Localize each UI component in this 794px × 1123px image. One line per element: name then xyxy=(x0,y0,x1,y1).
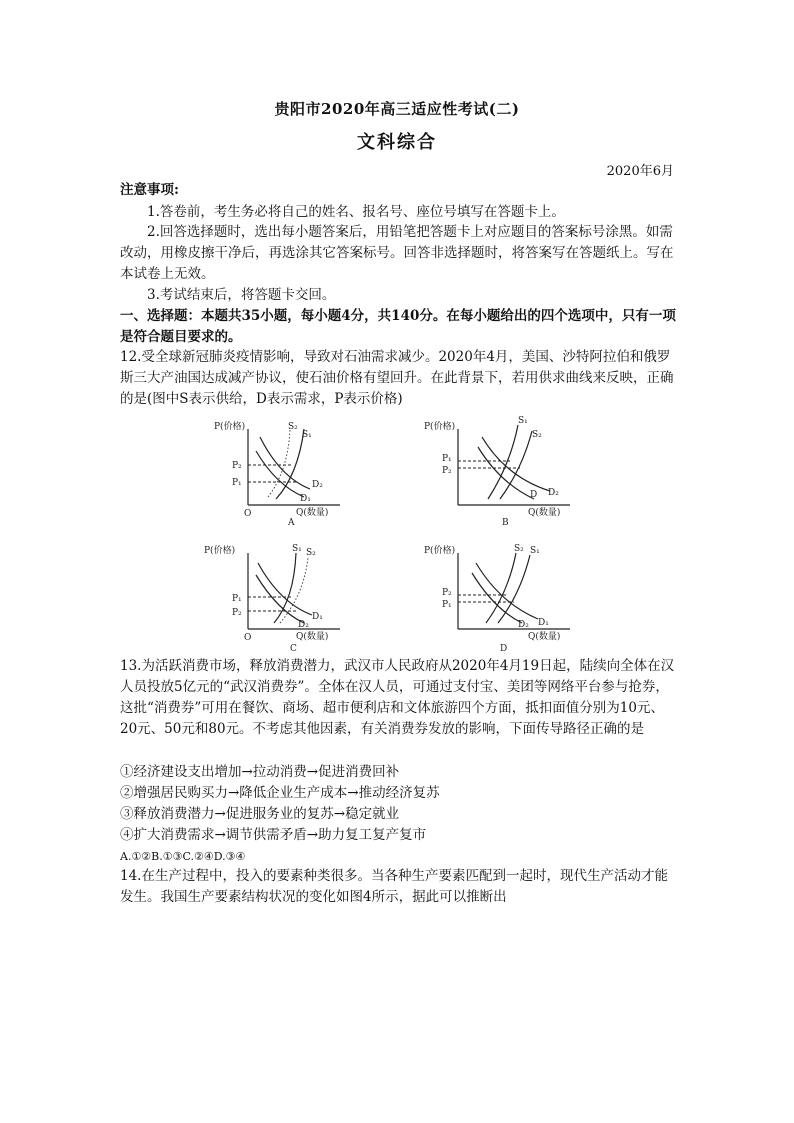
chart-d-d2: D₂ xyxy=(518,620,529,630)
chart-a-d1-curve xyxy=(256,451,304,497)
notice-item-1: 1.答卷前，考生务必将自己的姓名、报名号、座位号填写在答题卡上。 xyxy=(147,204,565,220)
chart-d-s2-curve xyxy=(486,553,516,623)
chart-a-letter: A xyxy=(288,518,295,528)
chart-a-p-label: P(价格) xyxy=(214,422,246,432)
chart-a-d2-curve xyxy=(260,437,310,489)
chart-c-s2: S₂ xyxy=(306,548,316,558)
chart-c-p-label: P(价格) xyxy=(204,546,236,556)
chart-c-d2-curve xyxy=(256,575,304,623)
chart-b xyxy=(410,415,600,527)
chart-b-d: D xyxy=(530,490,538,500)
chart-d-p-label: P(价格) xyxy=(424,546,456,556)
chart-c-s1-curve xyxy=(274,553,296,623)
chart-d-p1: P₁ xyxy=(442,600,452,610)
notice-item-3: 3.考试结束后，将答题卡交回。 xyxy=(147,287,336,303)
chart-a-origin: O xyxy=(244,509,252,519)
chart-b-p-label: P(价格) xyxy=(424,422,456,432)
question-13-stem: 13.为活跃消费市场，释放消费潜力，武汉市人民政府从2020年4月19日起，陆续向全体在汉人员投放5亿元的“武汉消费券”。全体在汉人员，可通过支付宝、美团等网络平台参与抢券，这批“消费券”可用在餐饮、商场、超市便利店和文体旅游四个方面，抵扣面值分别为10元、20元、50元和80元。不考虑其他因素，有关消费券发放的影响，下面传导路径正确的是 xyxy=(120,658,675,737)
chart-b-s1: S₁ xyxy=(518,416,528,426)
chart-d-p2: P₂ xyxy=(442,588,452,598)
chart-c-d1: D₁ xyxy=(312,612,323,622)
chart-d-letter: D xyxy=(500,644,508,654)
chart-b-d2-curve xyxy=(482,437,550,491)
chart-d-s1: S₁ xyxy=(530,546,540,556)
chart-b-s1-curve xyxy=(488,425,518,499)
chart-a xyxy=(200,415,390,527)
chart-c-s1: S₁ xyxy=(292,544,302,554)
question-13-option-1: ①经济建设支出增加→拉动消费→促进消费回补 xyxy=(120,764,400,780)
chart-b-letter: B xyxy=(502,518,509,528)
chart-c xyxy=(200,539,390,654)
supply-demand-figures xyxy=(200,415,600,654)
chart-c-origin: O xyxy=(244,633,252,643)
notice-item-2: 2.回答选择题时，选出每小题答案后，用铅笔把答题卡上对应题目的答案标号涂黑。如需改动，用橡皮擦干净后，再选涂其它答案标号。回答非选择题时，将答案写在答题纸上。写在本试卷上无效。 xyxy=(120,224,674,282)
chart-a-p2: P₂ xyxy=(232,461,242,471)
exam-subject: 文科综合 xyxy=(357,132,437,153)
chart-a-q-label: Q(数量) xyxy=(296,508,329,518)
chart-c-letter: C xyxy=(290,644,297,654)
chart-d-q-label: Q(数量) xyxy=(528,632,561,642)
chart-c-p1: P₁ xyxy=(232,594,242,604)
chart-c-p2: P₂ xyxy=(232,608,242,618)
chart-a-s1-curve xyxy=(276,429,304,499)
exam-date: 2020年6月 xyxy=(606,164,674,179)
chart-a-s1: S₁ xyxy=(302,430,312,440)
question-13-option-2: ②增强居民购买力→降低企业生产成本→推动经济复苏 xyxy=(120,785,440,801)
question-13-option-3: ③释放消费潜力→促进服务业的复苏→稳定就业 xyxy=(120,806,400,822)
chart-b-p2: P₂ xyxy=(442,466,452,476)
chart-b-s2: S₂ xyxy=(532,430,542,440)
section-one-instructions: 一、选择题：本题共35小题，每小题4分，共140分。在每小题给出的四个选项中，只有一项是符合题目要求的。 xyxy=(120,308,676,345)
exam-title: 贵阳市2020年高三适应性考试(二) xyxy=(274,100,520,118)
chart-c-s2-curve xyxy=(280,557,308,623)
chart-a-d2: D₂ xyxy=(312,480,323,490)
question-13-option-4: ④扩大消费需求→调节供需矛盾→助力复工复产复市 xyxy=(120,827,427,843)
chart-d-s2: S₂ xyxy=(514,544,524,554)
question-12-stem: 12.受全球新冠肺炎疫情影响，导致对石油需求减少。2020年4月，美国、沙特阿拉伯和俄罗斯三大产油国达成减产协议，使石油价格有望回升。在此背景下，若用供求曲线来反映，正确的是(图中S表示供给，D表示需求，P表示价格) xyxy=(120,349,674,407)
chart-b-p1: P₁ xyxy=(442,454,452,464)
chart-a-d1: D₁ xyxy=(300,494,311,504)
chart-c-d2: D₂ xyxy=(298,620,309,630)
chart-d-d1: D₁ xyxy=(538,618,549,628)
chart-a-p1: P₁ xyxy=(232,478,242,488)
chart-a-s2: S₂ xyxy=(288,422,298,432)
question-13-answers: A.①②B.①③C.②④D.③④ xyxy=(120,850,246,863)
notice-heading: 注意事项: xyxy=(120,182,179,198)
chart-c-q-label: Q(数量) xyxy=(296,632,329,642)
chart-b-q-label: Q(数量) xyxy=(528,508,561,518)
question-14-stem: 14.在生产过程中，投入的要素种类很多。当各种生产要素匹配到一起时，现代生产活动才能发生。我国生产要素结构状况的变化如图4所示，据此可以推断出 xyxy=(120,868,668,905)
chart-d xyxy=(410,539,600,654)
chart-b-d2: D₂ xyxy=(548,488,559,498)
